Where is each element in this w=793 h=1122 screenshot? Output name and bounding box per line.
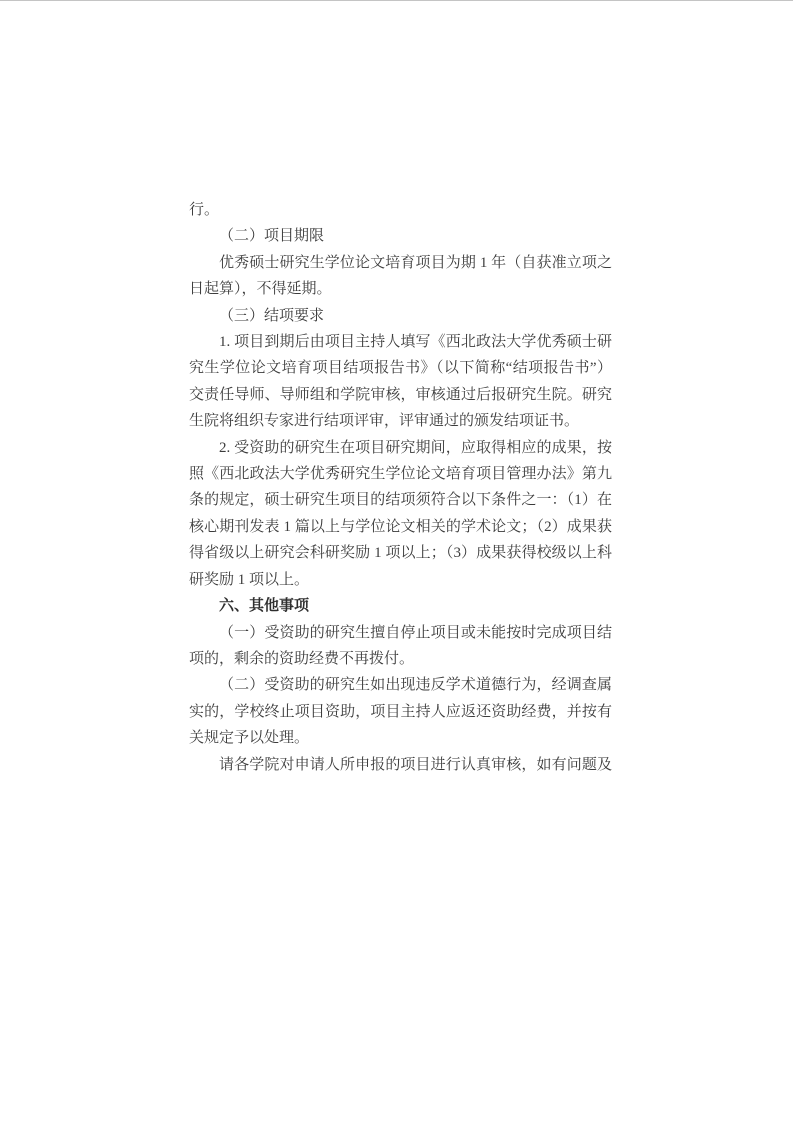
paragraph-completion-requirement-item-2: 2. 受资助的研究生在项目研究期间，应取得相应的成果，按照《西北政法大学优秀研究生学位论文培育项目管理办法》第九条的规定，硕士研究生项目的结项须符合以下条件之一：（1）在核心期刊发表 1 篇以上与学位论文相关的学术论文；（2）成果获得省级以上研究会科研奖励 1 项以上；（3）成果获得校级以上科研奖励 1 项以上。 — [189, 439, 612, 588]
paragraph-other-matters-item-2: （二）受资助的研究生如出现违反学术道德行为，经调查属实的，学校终止项目资助，项目主持人应返还资助经费，并按有关规定予以处理。 — [189, 677, 612, 747]
paragraph-subsection-completion-requirements-title: （三）结项要求 — [219, 307, 325, 324]
paragraph-subsection-project-duration-title: （二）项目期限 — [219, 228, 325, 245]
paragraph-closing-request: 请各学院对申请人所申报的项目进行认真审核，如有问题及 — [219, 756, 612, 773]
document-text-block — [189, 197, 612, 778]
paragraph-other-matters-item-1: （一）受资助的研究生擅自停止项目或未能按时完成项目结项的，剩余的资助经费不再拨付。 — [189, 624, 612, 667]
paragraph-continuation: 行。 — [189, 202, 220, 218]
page-top-edge-line — [0, 0, 793, 1]
paragraph-completion-requirement-item-1: 1. 项目到期后由项目主持人填写《西北政法大学优秀硕士研究生学位论文培育项目结项报告书》（以下简称“结项报告书”）交责任导师、导师组和学院审核，审核通过后报研究生院。研究生院将组织专家进行结项评审，评审通过的颁发结项证书。 — [189, 334, 612, 430]
paragraph-project-duration-body: 优秀硕士研究生学位论文培育项目为期 1 年（自获准立项之日起算），不得延期。 — [189, 254, 612, 298]
paragraph-section-other-matters-heading: 六、其他事项 — [219, 597, 310, 615]
